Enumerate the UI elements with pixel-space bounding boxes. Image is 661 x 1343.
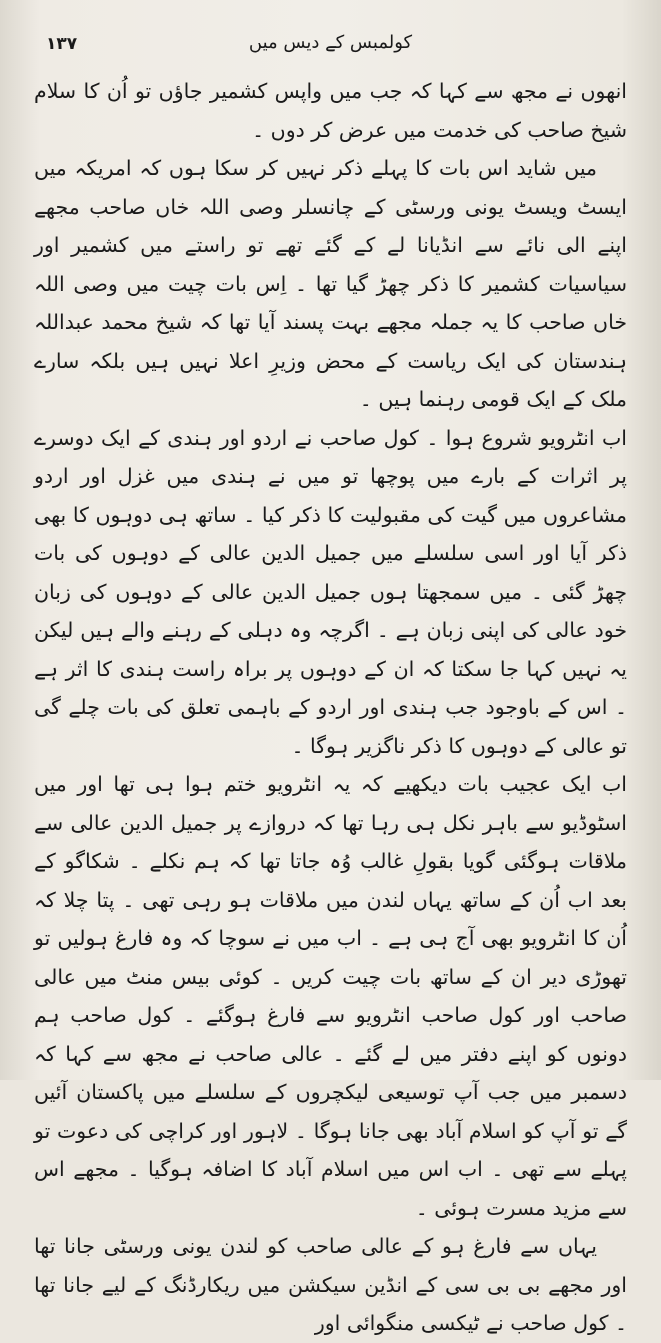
paragraph-4: اب ایک عجیب بات دیکھیے کہ یہ انٹرویو ختم ہوا ہی تھا اور میں اسٹوڈیو سے باہر نکل ہی رہا تھا کہ دروازے پر جمیل الدین عالی سے ملاقات ہوگئی گویا بقولِ غالب وُہ جاتا تھا کہ ہم نکلے ۔ شکاگو کے بعد اب اُن کے ساتھ یہاں لندن میں ملاقات ہو رہی تھی ۔ پتا چلا کہ اُن کا انٹرویو بھی آج ہی ہے ۔ اب میں نے سوچا کہ وہ فارغ ہولیں تو تھوڑی دیر ان کے ساتھ بات چیت کریں ۔ کوئی بیس منٹ میں عالی صاحب اور کول صاحب انٹرویو سے فارغ ہوگئے ۔ کول صاحب ہم دونوں کو اپنے دفتر میں لے گئے ۔ عالی صاحب نے مجھ سے کہا کہ دسمبر میں جب آپ توسیعی لیکچروں کے سلسلے میں پاکستان آئیں گے تو آپ کو اسلام آباد بھی جانا ہوگا ۔ لاہور اور کراچی کی دعوت تو پہلے سے تھی ۔ اب اس میں اسلام آباد کا اضافہ ہوگیا ۔ مجھے اس سے مزید مسرت ہوئی ۔ <box>34 772 627 1220</box>
paragraph-1: انھوں نے مجھ سے کہا کہ جب میں واپس کشمیر جاؤں تو اُن کا سلام شیخ صاحب کی خدمت میں عرض کر دوں ۔ <box>34 79 627 142</box>
page-body <box>34 72 627 1343</box>
paragraph-2: میں شاید اس بات کا پہلے ذکر نہیں کر سکا ہوں کہ امریکہ میں ایسٹ ویسٹ یونی ورسٹی کے چانسلر وصی اللہ خاں صاحب مجھے اپنے الی نائے سے انڈیانا لے کے گئے تھے تو راستے میں کشمیر اور سیاسیات کشمیر کا ذکر چھڑ گیا تھا ۔ اِس بات چیت میں وصی اللہ خاں صاحب کا یہ جملہ مجھے بہت پسند آیا تھا کہ شیخ محمد عبداللہ ہندستان کی ایک ریاست کے محض وزیرِ اعلا نہیں ہیں بلکہ سارے ملک کے ایک قومی رہنما ہیں ۔ <box>34 156 627 411</box>
paragraph-5: یہاں سے فارغ ہو کے عالی صاحب کو لندن یونی ورسٹی جانا تھا اور مجھے بی بی سی کے انڈین سیکشن میں ریکارڈنگ کے لیے جانا تھا ۔ کول صاحب نے ٹیکسی منگوائی اور <box>34 1234 627 1335</box>
paragraph-3: اب انٹرویو شروع ہوا ۔ کول صاحب نے اردو اور ہندی کے ایک دوسرے پر اثرات کے بارے میں پوچھا تو میں نے ہندی میں غزل اور اردو مشاعروں میں گیت کی مقبولیت کا ذکر کیا ۔ ساتھ ہی دوہوں کا بھی ذکر آیا اور اسی سلسلے میں جمیل الدین عالی کے دوہوں کی بات چھڑ گئی ۔ میں سمجھتا ہوں جمیل الدین عالی کے دوہوں کی زبان خود عالی کی اپنی زبان ہے ۔ اگرچہ وہ دہلی کے رہنے والے ہیں لیکن یہ نہیں کہا جا سکتا کہ ان کے دوہوں پر براہ راست ہندی کا اثر ہے ۔ اس کے باوجود جب ہندی اور اردو کے باہمی تعلق کی بات چلے گی تو عالی کے دوہوں کا ذکر ناگزیر ہوگا ۔ <box>34 425 627 758</box>
page-number: ۱۳۷ <box>46 34 78 54</box>
running-title: کولمبس کے دیس میں <box>248 32 413 53</box>
page-header <box>34 30 627 72</box>
